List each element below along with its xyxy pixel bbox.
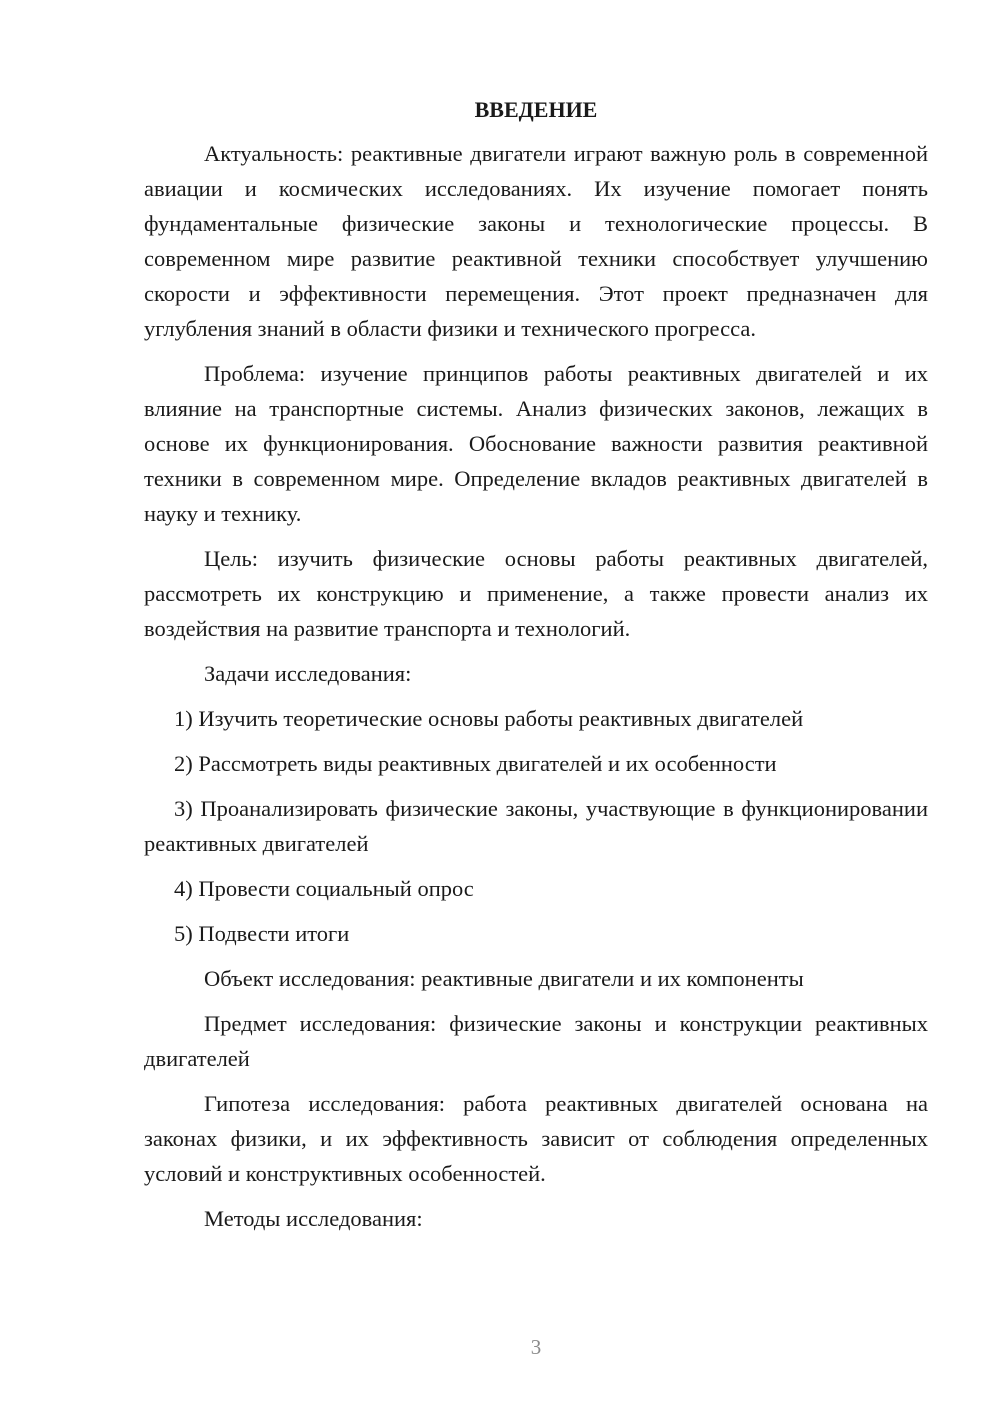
problem-paragraph: Проблема: изучение принципов работы реактивных двигателей и их влияние на транспортные системы. Анализ физических законов, лежащих в основе их функционирования. Обоснование важности развития реактивной техники в современном мире. Определение вкладов реактивных двигателей в науку и технику. [144,361,928,526]
object-paragraph: Объект исследования: реактивные двигатели и их компоненты [204,966,804,991]
relevance-paragraph: Актуальность: реактивные двигатели играют важную роль в современной авиации и космических исследованиях. Их изучение помогает понять фундаментальные физические законы и технологические процессы. В современном мире развитие реактивной техники способствует улучшению скорости и эффективности перемещения. Этот проект предназначен для углубления знаний в области физики и технического прогресса. [144,141,928,341]
task-item-5: 5) Подвести итоги [174,921,350,946]
subject-paragraph: Предмет исследования: физические законы и конструкции реактивных двигателей [144,1011,928,1071]
section-heading: ВВЕДЕНИЕ [474,97,598,122]
task-item-1: 1) Изучить теоретические основы работы реактивных двигателей [174,706,804,731]
methods-title: Методы исследования: [204,1206,423,1231]
document-body [144,91,928,1246]
task-item-2: 2) Рассмотреть виды реактивных двигателей и их особенности [174,751,777,776]
tasks-title: Задачи исследования: [204,661,412,686]
hypothesis-paragraph: Гипотеза исследования: работа реактивных двигателей основана на законах физики, и их эффективность зависит от соблюдения определенных условий и конструктивных особенностей. [144,1091,928,1186]
task-item-3: 3) Проанализировать физические законы, участвующие в функционировании реактивных двигателей [144,796,928,856]
task-item-4: 4) Провести социальный опрос [174,876,474,901]
page-number: 3 [530,1335,542,1359]
goal-paragraph: Цель: изучить физические основы работы реактивных двигателей, рассмотреть их конструкцию и применение, а также провести анализ их воздействия на развитие транспорта и технологий. [144,546,928,641]
